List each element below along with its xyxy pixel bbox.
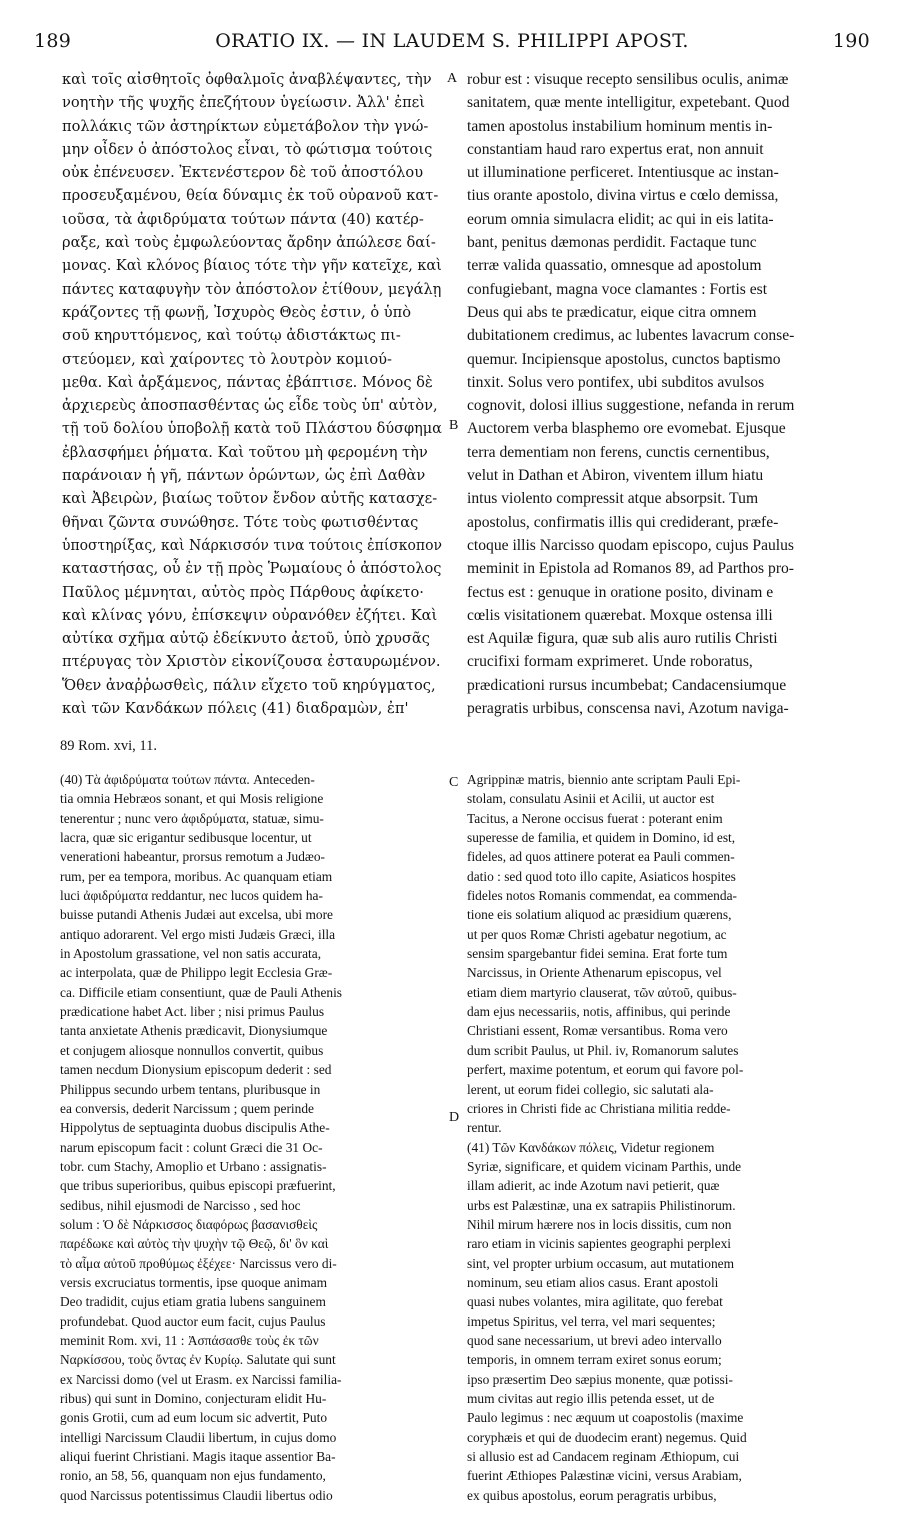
notes-right-column — [467, 770, 872, 1510]
text-line: solum : Ὁ δὲ Νάρκισσος διαφόρως βασανισθεὶς — [60, 1216, 318, 1232]
text-line: ραξε, καὶ τοὺς ἐμφωλεύοντας ἄρδην ἀπώλεσε δαί- — [62, 234, 436, 252]
text-line: impetus Spiritus, vel terra, vel mari sequentes; — [467, 1313, 716, 1329]
text-line: versis excruciatus tormentis, ipse quoque animam — [60, 1274, 328, 1290]
text-line: tobr. cum Stachy, Amoplio et Urbano : assignatis- — [60, 1158, 327, 1174]
text-line: μην οἶδεν ὁ ἀπόστολος εἶναι, τὸ φώτισμα τούτοις — [62, 140, 433, 158]
text-line: aliqui fuerint Christiani. Magis itaque assentior Ba- — [60, 1449, 336, 1465]
text-line: αὐτίκα σχῆμα αὐτῷ ἐδείκνυτο ἀετοῦ, ὑπὸ χρυσᾶς — [62, 630, 430, 648]
text-line: στεύομεν, καὶ χαίροντες τὸ λουτρὸν κομιού- — [62, 350, 392, 368]
page-number-right: 190 — [832, 30, 870, 52]
text-line: παρέδωκε καὶ αὐτὸς τὴν ψυχὴν τῷ Θεῷ, δι' ὃν καὶ — [60, 1236, 329, 1252]
text-line: οὐκ ἐπένευσεν. Ἐκτενέστερον δὲ τοῦ ἀποστόλου — [62, 164, 424, 182]
text-line: καὶ τοῖς αἰσθητοῖς ὀφθαλμοῖς ἀναβλέψαντες, τὴν — [62, 71, 432, 88]
text-line: luci ἀφιδρύματα reddantur, nec lucos quidem ha- — [60, 888, 323, 904]
text-line: Paulo legimus : nec æquum ut coapostolis (maxime — [467, 1410, 744, 1426]
text-line: ἀρχιερεὺς ἀποσπασθέντας ὡς εἶδε τοὺς ὑπ' αὐτὸν, — [62, 397, 438, 415]
text-line: Agrippinæ matris, biennio ante scriptam Pauli Epi- — [467, 772, 741, 787]
text-line: quemur. Incipiensque apostolus, cunctos baptismo — [467, 350, 781, 368]
text-line: Auctorem verba blasphemo ore evomebat. Ejusque — [467, 420, 786, 438]
latin-text-column — [467, 68, 872, 728]
greek-text-column — [62, 68, 442, 728]
text-line: confugiebant, magna voce clamantes : Fortis est — [467, 280, 768, 298]
text-line: narum episcopum facit : colunt Græci die 31 Oc- — [60, 1139, 323, 1155]
text-line: Deus qui abs te prædicatur, eique citra omnem — [467, 303, 757, 321]
text-line: ιοῦσα, τὰ ἀφιδρύματα τούτων πάντα (40) κατέρ- — [62, 210, 424, 228]
text-line: dubitationem credimus, ac lubentes lavacrum conse- — [467, 327, 795, 345]
text-line: etiam diem martyrio clauserat, τῶν αὐτοῦ, quibus- — [467, 984, 737, 1000]
text-line: meminit in Epistola ad Romanos 89, ad Parthos pro- — [467, 560, 794, 578]
text-line: ut per quos Romæ Christi agebatur negotium, ac — [467, 926, 727, 942]
text-line: tanta anxietate Athenis prædicavit, Dionysiumque — [60, 1023, 328, 1039]
text-line: Narcissus, in Oriente Athenarum episcopus, vel — [467, 965, 722, 981]
text-line: terra dementiam non ferens, cunctis cernentibus, — [467, 443, 770, 461]
text-line: tia omnia Hebræos sonant, et qui Mosis religione — [60, 791, 324, 807]
text-line: (41) Τῶν Κανδάκων πόλεις, Videtur regionem — [467, 1139, 715, 1155]
text-line: Ὅθεν ἀναῤῥωσθεὶς, πάλιν εἴχετο τοῦ κηρύγματος, — [62, 676, 436, 694]
text-line: tamen apostolus instabilium hominum mentis in- — [467, 117, 773, 135]
text-line: superesse de familia, et quidem in Domino, id est, — [467, 830, 736, 846]
text-line: terræ valida quassatio, omnesque ad apostolum — [467, 257, 762, 275]
text-line: prædicationi rursus incumbebat; Candacensiumque — [467, 676, 787, 694]
running-title: ORATIO IX. — IN LAUDEM S. PHILIPPI APOST. — [215, 30, 689, 52]
text-line: καταστήσας, οὗ ἐν τῇ πρὸς Ῥωμαίους ὁ ἀπόστολος — [62, 560, 442, 578]
text-line: Tacitus, a Nerone occisus fuerat : poterant enim — [467, 810, 723, 826]
text-line: ipso præsertim Deo sæpius monente, quæ potissi- — [467, 1371, 733, 1387]
text-line: (40) Τὰ ἀφιδρύματα τούτων πάντα. Anteceden- — [60, 772, 315, 787]
text-line: fuerint Æthiopes Palæstinæ vicini, versus Arabiam, — [467, 1468, 742, 1484]
text-line: que tribus superioribus, quibus episcopi præfuerint, — [60, 1178, 336, 1194]
text-line: ctoque illis Narcisso quodam episcopo, cujus Paulus — [467, 536, 794, 554]
text-line: νοητὴν τῆς ψυχῆς ἐπεζήτουν ὑγείωσιν. Ἀλλ' ἐπεὶ — [62, 94, 425, 112]
text-line: Ναρκίσσου, τοὺς ὄντας ἐν Κυρίῳ. Salutate qui sunt — [60, 1352, 336, 1368]
text-line: Hippolytus de septuaginta duobus discipulis Athe- — [60, 1120, 330, 1136]
margin-letter-c: C — [449, 775, 459, 790]
text-line: Syriæ, significare, et quidem vicinam Parthis, unde — [467, 1158, 742, 1174]
text-line: ὑποστηρίξας, καὶ Νάρκισσόν τινα τούτοις ἐπίσκοπον — [62, 536, 442, 554]
text-line: buisse putandi Athenis Judæi aut excelsa, ubi more — [60, 907, 333, 923]
text-line: sint, vel propter urbium occasum, aut mutationem — [467, 1255, 735, 1271]
text-line: raro etiam in vicinis sapientes geographi perplexi — [467, 1236, 732, 1252]
text-line: venerationi habeantur, prorsus remotum a Judæo- — [60, 849, 325, 865]
text-line: velut in Dathan et Abiron, viventem illum hiatu — [467, 467, 764, 485]
text-line: Christiani essent, Romæ versantibus. Roma vero — [467, 1023, 728, 1039]
text-line: perfert, maxime potentum, et eorum qui favore pol- — [467, 1062, 744, 1078]
text-line: constantiam haud raro expertus erat, non annuit — [467, 140, 764, 158]
text-line: dam ejus necessariis, notis, affinibus, qui perinde — [467, 1004, 731, 1020]
margin-letter-d: D — [449, 1110, 460, 1125]
text-line: intelligi Narcissum Claudii libertum, in cujus domo — [60, 1429, 337, 1445]
text-line: urbs est Palæstinæ, una ex satrapiis Philistinorum. — [467, 1197, 736, 1213]
text-line: cognovit, dolosi illius suggestione, nefanda in rerum — [467, 397, 795, 415]
text-line: quod Narcissus potentissimus Claudii libertus odio — [60, 1487, 333, 1503]
text-line: si allusio est ad Candacem reginam Æthiopum, cui — [467, 1449, 740, 1465]
text-line: illam adierit, ac inde Azotum navi petierit, quæ — [467, 1178, 720, 1194]
text-line: sensim spargebantur fidei semina. Erat forte tum — [467, 946, 728, 962]
text-line: quod sane necessarium, ut brevi adeo intervallo — [467, 1332, 722, 1348]
text-line: μεθα. Καὶ ἀρξάμενος, πάντας ἐβάπτισε. Μόνος δὲ — [62, 373, 433, 391]
text-line: καὶ τῶν Κανδάκων πόλεις (41) διαδραμὼν, ἐπ' — [62, 700, 409, 718]
text-line: bant, penitus dæmonas perdidit. Factaque tunc — [467, 234, 757, 252]
text-line: quasi nubes volantes, mira agilitate, quo ferebat — [467, 1294, 723, 1310]
text-line: profundebat. Quod auctor eum facit, cujus Paulus — [60, 1313, 326, 1329]
text-line: tinxit. Solus vero pontifex, ubi subditos avulsos — [467, 373, 765, 391]
text-line: ronio, an 58, 56, quanquam non ejus fundamento, — [60, 1468, 326, 1484]
text-line: fideles notos Romanis commendat, ea commenda- — [467, 888, 737, 904]
text-line: Παῦλος μέμνηται, αὐτὸς πρὸς Πάρθους ἀφίκετο· — [62, 583, 424, 601]
text-line: πτέρυγας τὸν Χριστὸν εἰκονίζουσα ἐσταυρωμένον. — [62, 653, 441, 671]
text-line: ut illuminatione perficeret. Intentiusque ac instan- — [467, 164, 779, 182]
text-line: mum civitas aut regio illis petenda esset, ut de — [467, 1391, 715, 1406]
text-line: ea conversis, dederit Narcissum ; quem perinde — [60, 1100, 314, 1116]
text-line: dum scribit Paulus, ut Phil. iv, Romanorum salutes — [467, 1042, 739, 1058]
text-line: tamen necdum Dionysium episcopum dederit : sed — [60, 1062, 332, 1078]
notes-left-column — [60, 770, 442, 1510]
text-line: ex Narcissi domo (vel ut Erasm. ex Narcissi familia- — [60, 1371, 342, 1387]
text-line: cœlis visitationem quærebat. Moxque ostensa illi — [467, 606, 773, 624]
text-line: ac interpolata, quæ de Philippo legit Ecclesia Græ- — [60, 965, 333, 981]
text-line: ribus) qui sunt in Domino, conjecturam elidit Hu- — [60, 1391, 327, 1406]
text-line: in Apostolum grassatione, vel non satis accurata, — [60, 946, 322, 962]
text-line: meminit Rom. xvi, 11 : Ἀσπάσασθε τοὺς ἐκ τῶν — [60, 1332, 319, 1348]
text-line: crucifixi formam exprimeret. Unde roboratus, — [467, 653, 753, 671]
text-line: τῇ τοῦ δολίου ὑποβολῇ κατὰ τοῦ Πλάστου δύσφημα — [62, 420, 442, 438]
text-line: τὸ αἷμα αὐτοῦ προθύμως ἐξέχεε· Narcissus vero di- — [60, 1255, 337, 1271]
text-line: eorum omnia simulacra elidit; ac qui in eis latita- — [467, 210, 774, 228]
text-line: προσευξαμένου, θεία δύναμις ἐκ τοῦ οὐρανοῦ κατ- — [62, 187, 439, 205]
text-line: est Aquilæ figura, quæ sub alis auro rutilis Christi — [467, 630, 778, 648]
text-line: robur est : visuque recepto sensilibus oculis, animæ — [467, 71, 789, 88]
text-line: et conjugem aliosque nonnullos convertit, quibus — [60, 1042, 324, 1058]
text-line: πολλάκις τῶν ἀστηρίκτων εὐμετάβολον τὴν γνώ- — [62, 117, 429, 135]
text-line: Philippus secundo urbem tentans, pluribusque in — [60, 1081, 321, 1097]
text-line: gonis Grotii, cum ad eum locum sic advertit, Puto — [60, 1410, 328, 1426]
text-line: peragratis urbibus, conscensa navi, Azotum naviga- — [467, 700, 789, 718]
text-line: rentur. — [467, 1120, 502, 1136]
text-line: datio : sed quod toto illo capite, Asiaticos hospites — [467, 868, 736, 884]
text-line: coryphæis et qui de duodecim erant) negemus. Quid — [467, 1429, 747, 1445]
page-header — [30, 30, 874, 60]
text-line: apostolus, confirmatis illis qui crediderant, præfe- — [467, 513, 779, 531]
text-line: σοῦ κηρυττόμενος, καὶ τούτῳ ἀδιστάκτως πι- — [62, 327, 401, 345]
page-number-left: 189 — [34, 30, 72, 52]
text-line: θῆναι ζῶντα συνώθησε. Τότε τοὺς φωτισθέντας — [62, 513, 419, 531]
text-line: fectus est : genuque in oratione posito, divinam e — [467, 583, 774, 601]
text-line: lerent, ut eorum fidei collegio, sic salutati ala- — [467, 1081, 714, 1097]
text-line: καὶ Ἀβειρὼν, βιαίως τοῦτον ἔνδον αὐτῆς κατασχε- — [62, 490, 438, 508]
footnote: 89 Rom. xvi, 11. — [60, 738, 157, 754]
text-line: καὶ κλίνας γόνυ, ἐπίσκεψιν οὐρανόθεν ἐζήτει. Καὶ — [62, 606, 438, 624]
text-line: lacra, quæ sic erigantur sedibusque locentur, ut — [60, 830, 312, 846]
margin-letter-a: A — [447, 71, 458, 86]
text-line: tius orante apostolo, divina virtus e cœlo demissa, — [467, 187, 779, 205]
text-line: ex quibus apostolus, eorum peragratis urbibus, — [467, 1487, 717, 1503]
text-line: ca. Difficile etiam consentiunt, quæ de Pauli Athenis — [60, 984, 343, 1000]
text-line: παράνοιαν ἡ γῆ, πάντων ὁρώντων, ὡς ἐπὶ Δαθὰν — [62, 467, 426, 485]
text-line: ἐβλασφήμει ῥήματα. Καὶ τοῦτου μὴ φερομένη τὴν — [62, 443, 428, 461]
text-line: rum, per ea tempora, moribus. Ac quanquam etiam — [60, 868, 333, 884]
text-line: tione eis solatium aliquod ac præsidium quærens, — [467, 907, 732, 923]
text-line: Nihil mirum hærere nos in locis dissitis, cum non — [467, 1216, 732, 1232]
text-line: intus violento compressit atque absorpsit. Tum — [467, 490, 759, 508]
text-line: sanitatem, quæ mente intelligitur, expetebant. Quod — [467, 94, 790, 112]
text-line: sedibus, nihil ejusmodi de Narcisso , sed hoc — [60, 1197, 301, 1213]
text-line: fideles, ad quos attinere poterat ea Pauli commen- — [467, 849, 735, 865]
text-line: stolam, consulatu Asinii et Acilii, ut auctor est — [467, 791, 715, 807]
text-line: temporis, in omnem terram exiret sonus eorum; — [467, 1352, 722, 1368]
text-line: κράζοντες τῇ φωνῇ, Ἰσχυρὸς Θεὸς ἐστιν, ὁ ὑπὸ — [62, 303, 412, 321]
text-line: nominum, seu etiam alios casus. Erant apostoli — [467, 1274, 719, 1290]
text-line: tenerentur ; nunc vero ἀφιδρύματα, statuæ, simu- — [60, 810, 324, 826]
text-line: antiquo adorarent. Vel ergo misti Judæis Græci, illa — [60, 926, 336, 942]
text-line: criores in Christi fide ac Christiana militia redde- — [467, 1100, 731, 1116]
margin-letter-b: B — [449, 418, 459, 433]
text-line: πάντες καταφυγὴν τὸν ἀπόστολον ἐτίθουν, μεγάλῃ — [62, 280, 442, 298]
text-line: Deo tradidit, cujus etiam gratia lubens sanguinem — [60, 1294, 326, 1310]
text-line: μονας. Καὶ κλόνος βίαιος τότε τὴν γῆν κατεῖχε, καὶ — [62, 257, 442, 275]
text-line: prædicatione habet Act. liber ; nisi primus Paulus — [60, 1004, 325, 1020]
